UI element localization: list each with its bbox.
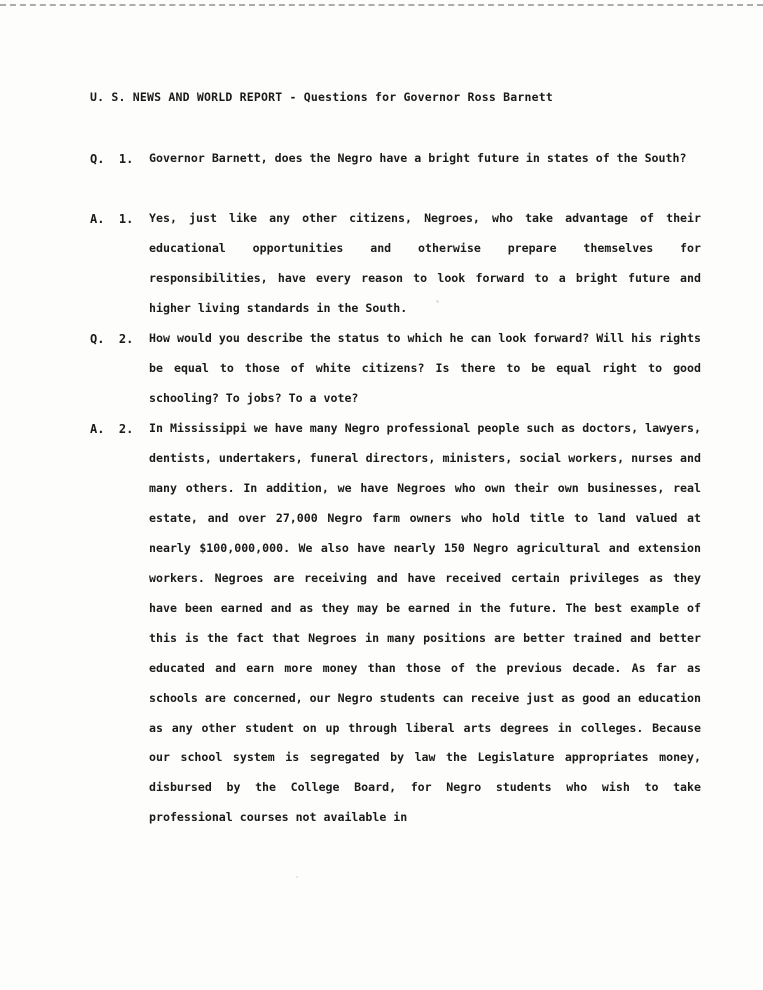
item-marker: Q. 1.	[90, 152, 134, 166]
document-header: U. S. NEWS AND WORLD REPORT - Questions for Governor Ross Barnett	[90, 90, 554, 104]
item-marker: Q. 2.	[90, 332, 134, 346]
item-text: How would you describe the status to which he can look forward? Will his rights be equal to those of white citizens? Is there to be equal right to good schooling? To jobs? To a vote?	[149, 331, 701, 405]
scan-speck	[436, 300, 439, 303]
item-text: Yes, just like any other citizens, Negroes, who take advantage of their educational opportunities and otherwise prepare themselves for responsibilities, have every reason to look forward to a bright future and higher living standards in the South.	[149, 211, 701, 315]
torn-top-edge	[0, 4, 763, 6]
item-marker: A. 1.	[90, 212, 134, 226]
item-text: Governor Barnett, does the Negro have a bright future in states of the South?	[149, 151, 687, 165]
item-marker: A. 2.	[90, 422, 134, 436]
scan-speck	[296, 876, 298, 878]
item-text: In Mississippi we have many Negro professional people such as doctors, lawyers, dentists, undertakers, funeral directors, ministers, social workers, nurses and many others. In addition, we have Negroes who own their own businesses, real estate, and over 27,000 Negro farm owners who hold title to land valued at nearly $100,000,000. We also have nearly 150 Negro agricultural and extension workers. Negroes are receiving and have received certain privileges as they have been earned and as they may be earned in the future. The best example of this is the fact that Negroes in many positions are better trained and better educated and earn more money than those of the previous decade. As far as schools are concerned, our Negro students can receive just as good an education as any other student on up through liberal arts degrees in colleges. Because our school system is segregated by law the Legislature appropriates money, disbursed by the College Board, for Negro students who wish to take professional courses not available in	[149, 421, 701, 825]
